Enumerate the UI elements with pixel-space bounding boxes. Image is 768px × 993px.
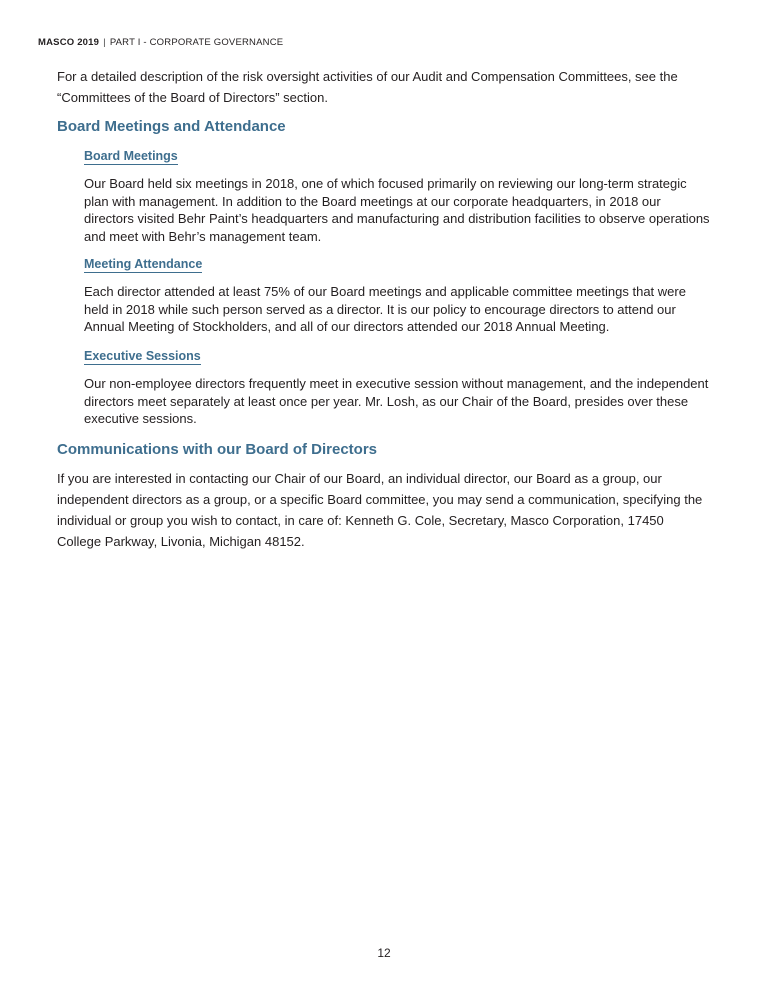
communications-paragraph: If you are interested in contacting our Chair of our Board, an individual director, our Board as a group, our independent directors as a group, or a specific Board committee, you may send a communication, specifying the individual or group you wish to contact, in care of: Kenneth G. Cole, Secretary, Masco Corporation, 17450 College Parkway, Livonia, Michigan 48152. xyxy=(57,471,703,549)
board-meetings-subheading: Board Meetings xyxy=(84,149,178,163)
board-meetings-attendance-heading: Board Meetings and Attendance xyxy=(57,118,286,135)
board-meetings-paragraph: Our Board held six meetings in 2018, one of which focused primarily on reviewing our long-term strategic plan with management. In addition to the Board meetings at our corporate headquarters, in 2018 our directors visited Behr Paint’s headquarters and manufacturing and distribution facilities to observe operations and meet with Behr’s management team. xyxy=(84,176,710,244)
intro-paragraph: For a detailed description of the risk oversight activities of our Audit and Compensation Committees, see the “Committees of the Board of Directors” section. xyxy=(57,69,678,105)
communications-heading: Communications with our Board of Directors xyxy=(57,441,378,458)
header-separator: | xyxy=(103,37,106,48)
header-section: PART I - CORPORATE GOVERNANCE xyxy=(109,37,284,48)
page-header xyxy=(38,37,283,48)
header-brand: MASCO 2019 xyxy=(38,37,100,48)
executive-sessions-subheading: Executive Sessions xyxy=(84,349,201,363)
meeting-attendance-subheading: Meeting Attendance xyxy=(84,257,203,271)
page-number: 12 xyxy=(377,946,391,960)
executive-sessions-paragraph: Our non-employee directors frequently meet in executive session without management, and the independent directors meet separately at least once per year. Mr. Losh, as our Chair of the Board, presides over these executive sessions. xyxy=(84,376,709,426)
meeting-attendance-paragraph: Each director attended at least 75% of our Board meetings and applicable committee meetings that were held in 2018 while such person served as a director. It is our policy to encourage directors to attend our Annual Meeting of Stockholders, and all of our directors attended our 2018 Annual Meeting. xyxy=(84,284,686,334)
